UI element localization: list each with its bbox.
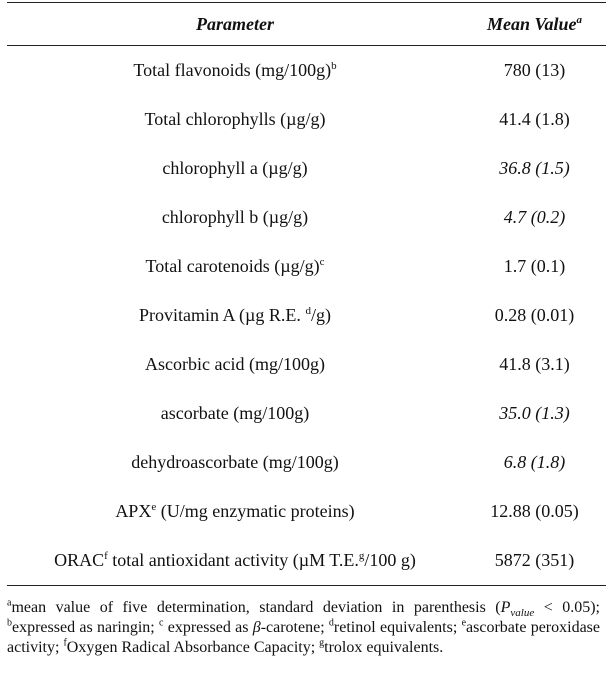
p-subscript: value xyxy=(510,607,535,620)
footnote-mark-g: g xyxy=(319,637,325,649)
orac-label-mid: total antioxidant activity (µM T.E. xyxy=(107,550,359,570)
parameter-footnote-mark: d xyxy=(305,305,311,317)
value-sd: (0.01) xyxy=(530,305,575,325)
parameter-cell xyxy=(7,389,463,438)
table-body xyxy=(7,46,606,586)
value-sd: (13) xyxy=(535,60,566,80)
parameter-cell xyxy=(7,340,463,389)
footnote-c-text: expressed as xyxy=(163,619,253,636)
footnote-mark-f: f xyxy=(63,637,67,649)
footnote-mark-d: d xyxy=(328,617,334,629)
parameter-label: chlorophyll a (µg/g) xyxy=(162,158,308,178)
footnote-f-text: Oxygen Radical Absorbance Capacity; xyxy=(66,639,320,656)
nutrient-table xyxy=(7,2,606,586)
parameter-footnote-mark: b xyxy=(331,60,337,72)
value-cell xyxy=(463,487,606,536)
beta-symbol: β xyxy=(252,619,261,636)
table-row xyxy=(7,193,606,242)
footnote-mark-e: e xyxy=(461,617,467,629)
value-number: 780 xyxy=(503,60,531,80)
value-sd: (0.1) xyxy=(530,256,566,276)
value-number: 41.8 xyxy=(499,354,531,374)
table-row xyxy=(7,291,606,340)
parameter-label: Total flavonoids (mg/100g) xyxy=(133,60,332,80)
value-cell xyxy=(463,438,606,487)
parameter-label: dehydroascorbate (mg/100g) xyxy=(131,452,339,472)
mean-value-footnote-mark: a xyxy=(576,13,583,26)
footnote-mark-b: b xyxy=(7,617,12,629)
value-sd: (1.5) xyxy=(535,158,570,178)
parameter-cell xyxy=(7,487,463,536)
parameter-cell xyxy=(7,193,463,242)
value-sd: (1.3) xyxy=(535,403,570,423)
footnote-g-text: trolox equivalents. xyxy=(324,639,444,656)
parameter-label-end: (U/mg enzymatic proteins) xyxy=(156,501,355,521)
value-number: 36.8 xyxy=(499,158,531,178)
orac-label-end: /100 g) xyxy=(364,550,416,570)
parameter-header xyxy=(7,3,463,46)
value-sd: (3.1) xyxy=(535,354,570,374)
value-number: 5872 xyxy=(494,550,531,570)
footnote-e-text: ascorbate peroxidase activity; xyxy=(7,619,601,656)
footnote-c-tail: -carotene; xyxy=(260,619,329,636)
parameter-footnote-mark: e xyxy=(151,501,157,513)
parameter-label: ascorbate (mg/100g) xyxy=(160,403,310,423)
value-number: 12.88 xyxy=(490,501,531,521)
value-cell xyxy=(463,46,606,96)
parameter-cell xyxy=(7,242,463,291)
value-sd: (0.2) xyxy=(530,207,566,227)
parameter-cell xyxy=(7,95,463,144)
parameter-label: Total carotenoids (µg/g) xyxy=(145,256,320,276)
value-cell xyxy=(463,95,606,144)
parameter-cell xyxy=(7,144,463,193)
parameter-label: Ascorbic acid (mg/100g) xyxy=(145,354,325,374)
value-sd: (1.8) xyxy=(530,452,566,472)
table-footnote xyxy=(7,598,606,658)
value-sd: (351) xyxy=(535,550,575,570)
table-row xyxy=(7,242,606,291)
mean-value-header-label: Mean Value xyxy=(486,13,577,34)
value-number: 41.4 xyxy=(499,109,531,129)
parameter-cell xyxy=(7,291,463,340)
footnote-mark-c: c xyxy=(159,617,164,629)
value-cell xyxy=(463,144,606,193)
table-row xyxy=(7,46,606,96)
table-row xyxy=(7,144,606,193)
table-row xyxy=(7,438,606,487)
orac-te-footnote-mark: g xyxy=(358,550,365,562)
parameter-label-end: /g) xyxy=(310,305,331,325)
parameter-header-label: Parameter xyxy=(196,13,274,34)
mean-value-header xyxy=(463,3,606,46)
page xyxy=(0,2,613,694)
value-cell xyxy=(463,193,606,242)
value-number: 6.8 xyxy=(503,452,527,472)
table-row xyxy=(7,487,606,536)
value-number: 4.7 xyxy=(503,207,527,227)
value-cell xyxy=(463,340,606,389)
parameter-label: Provitamin A (µg R.E. xyxy=(139,305,306,325)
footnote-a-text: mean value of five determination, standard deviation in parenthesis ( xyxy=(11,599,501,616)
parameter-label: APX xyxy=(115,501,152,521)
value-number: 0.28 xyxy=(494,305,527,325)
table-row xyxy=(7,340,606,389)
value-cell xyxy=(463,291,606,340)
value-number: 1.7 xyxy=(503,256,527,276)
orac-footnote-mark: f xyxy=(104,550,108,562)
value-cell xyxy=(463,242,606,291)
parameter-footnote-mark: c xyxy=(319,256,325,268)
table-row xyxy=(7,389,606,438)
value-number: 35.0 xyxy=(499,403,531,423)
value-cell xyxy=(463,389,606,438)
orac-label: ORAC xyxy=(54,550,105,570)
parameter-cell xyxy=(7,438,463,487)
footnote-a-tail: < 0.05); xyxy=(534,599,601,616)
value-cell xyxy=(463,536,606,586)
parameter-cell xyxy=(7,536,463,586)
parameter-cell xyxy=(7,46,463,96)
footnote-d-text: retinol equivalents; xyxy=(333,619,462,636)
p-symbol: P xyxy=(500,599,511,616)
value-sd: (1.8) xyxy=(535,109,570,129)
footnote-b-text: expressed as naringin; xyxy=(12,619,160,636)
table-row xyxy=(7,95,606,144)
parameter-label: chlorophyll b (µg/g) xyxy=(161,207,309,227)
parameter-label: Total chlorophylls (µg/g) xyxy=(144,109,326,129)
value-sd: (0.05) xyxy=(535,501,579,521)
table-header-row xyxy=(7,3,606,46)
footnote-mark-a: a xyxy=(7,597,12,609)
table-row-orac xyxy=(7,536,606,586)
